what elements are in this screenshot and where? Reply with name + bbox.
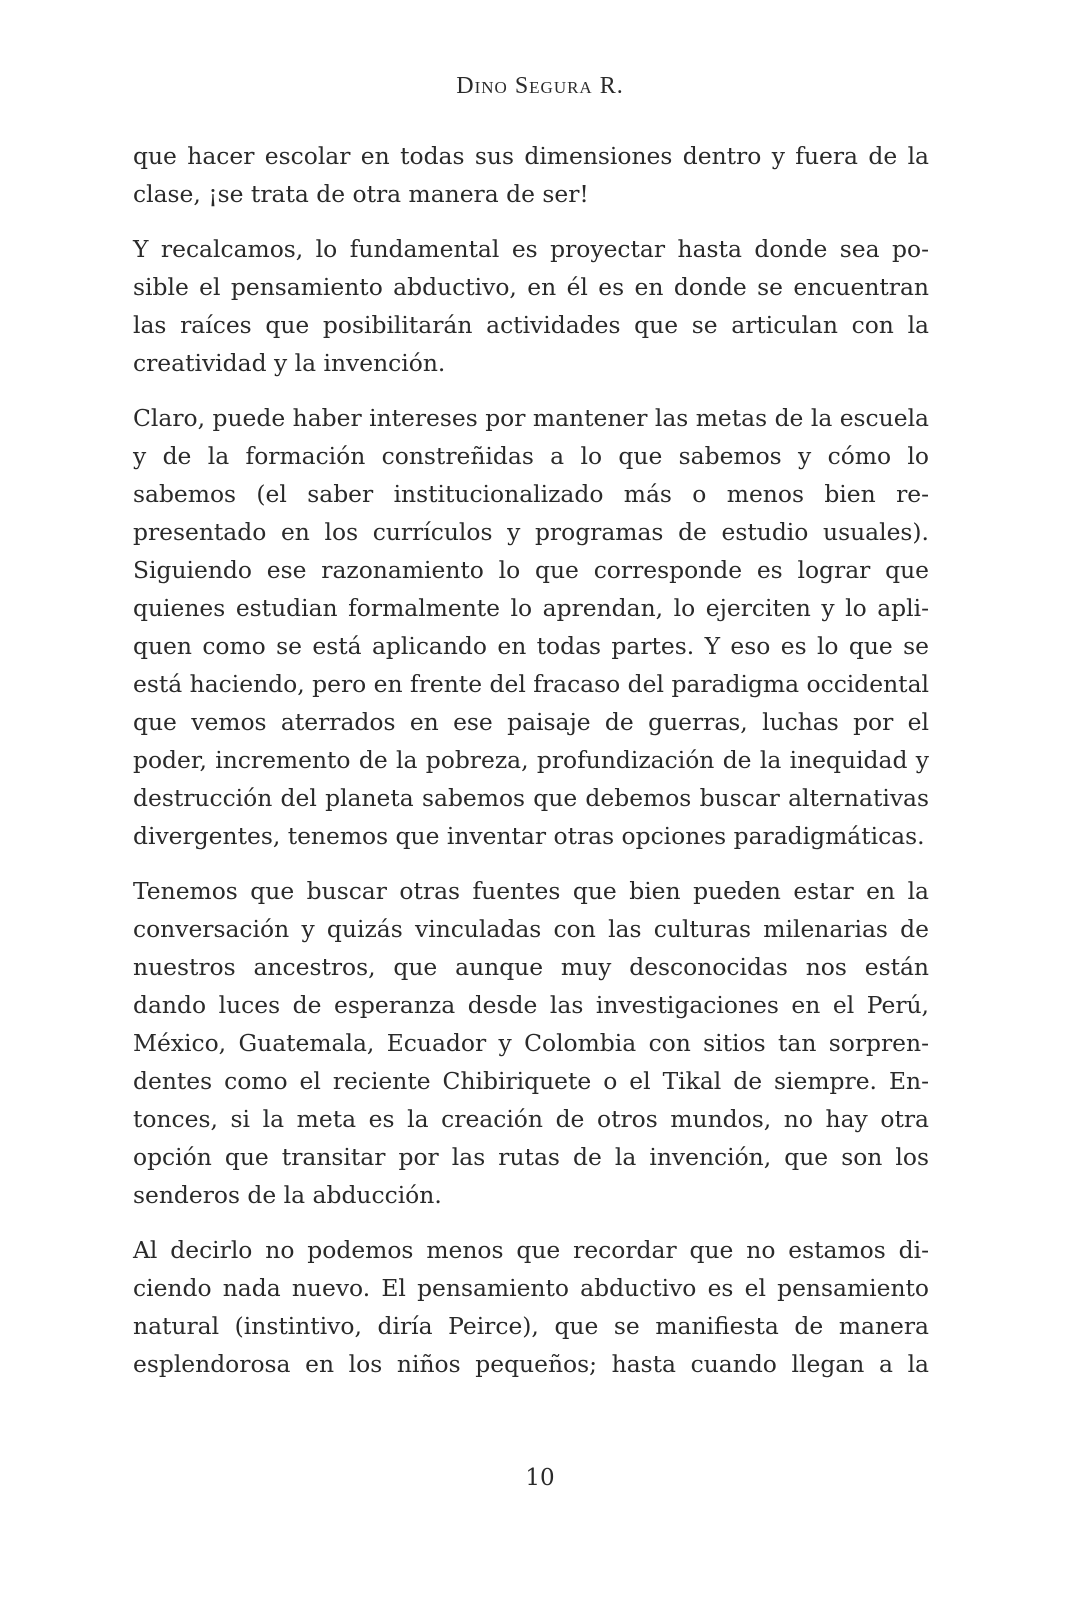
- running-head-author: Dino Segura R.: [456, 73, 624, 99]
- paragraph: Y recalcamos, lo fundamental es proyectar hasta donde sea posible el pensamiento abductivo, en él es en donde se encuentran las raíces que posibilitarán actividades que se articulan con la creatividad y la invención.: [133, 235, 929, 377]
- paragraph: Tenemos que buscar otras fuentes que bien pueden estar en la conversación y quizás vinculadas con las culturas milenarias de nuestros ancestros, que aunque muy desconocidas nos están dando luces de esperanza desde las investigaciones en el Perú, México, Guatemala, Ecuador y Colombia con sitios tan sorprendentes como el reciente Chibiriquete o el Tikal de siempre. Entonces, si la meta es la creación de otros mundos, no hay otra opción que transitar por las rutas de la invención, que son los senderos de la abducción.: [133, 877, 929, 1209]
- page-number: 10: [525, 1465, 555, 1491]
- paragraph: Claro, puede haber intereses por mantener las metas de la escuela y de la formación constreñidas a lo que sabemos y cómo lo sabemos (el saber institucionalizado más o menos bien representado en los currículos y programas de estudio usuales). Siguiendo ese razonamiento lo que corresponde es lograr que quienes estudian formalmente lo aprendan, lo ejerciten y lo apliquen como se está aplicando en todas partes. Y eso es lo que se está haciendo, pero en frente del fracaso del paradigma occidental que vemos aterrados en ese paisaje de guerras, luchas por el poder, incremento de la pobreza, profundización de la inequidad y destrucción del planeta sabemos que debemos buscar alternativas divergentes, tenemos que inventar otras opciones paradigmáticas.: [133, 404, 929, 850]
- paragraph: que hacer escolar en todas sus dimensiones dentro y fuera de la clase, ¡se trata de otra manera de ser!: [133, 142, 929, 208]
- paragraph: Al decirlo no podemos menos que recordar que no estamos diciendo nada nuevo. El pensamiento abductivo es el pensamiento natural (instintivo, diría Peirce), que se manifiesta de manera esplendorosa en los niños pequeños; hasta cuando llegan a la: [133, 1236, 929, 1378]
- body-text: [133, 137, 929, 1400]
